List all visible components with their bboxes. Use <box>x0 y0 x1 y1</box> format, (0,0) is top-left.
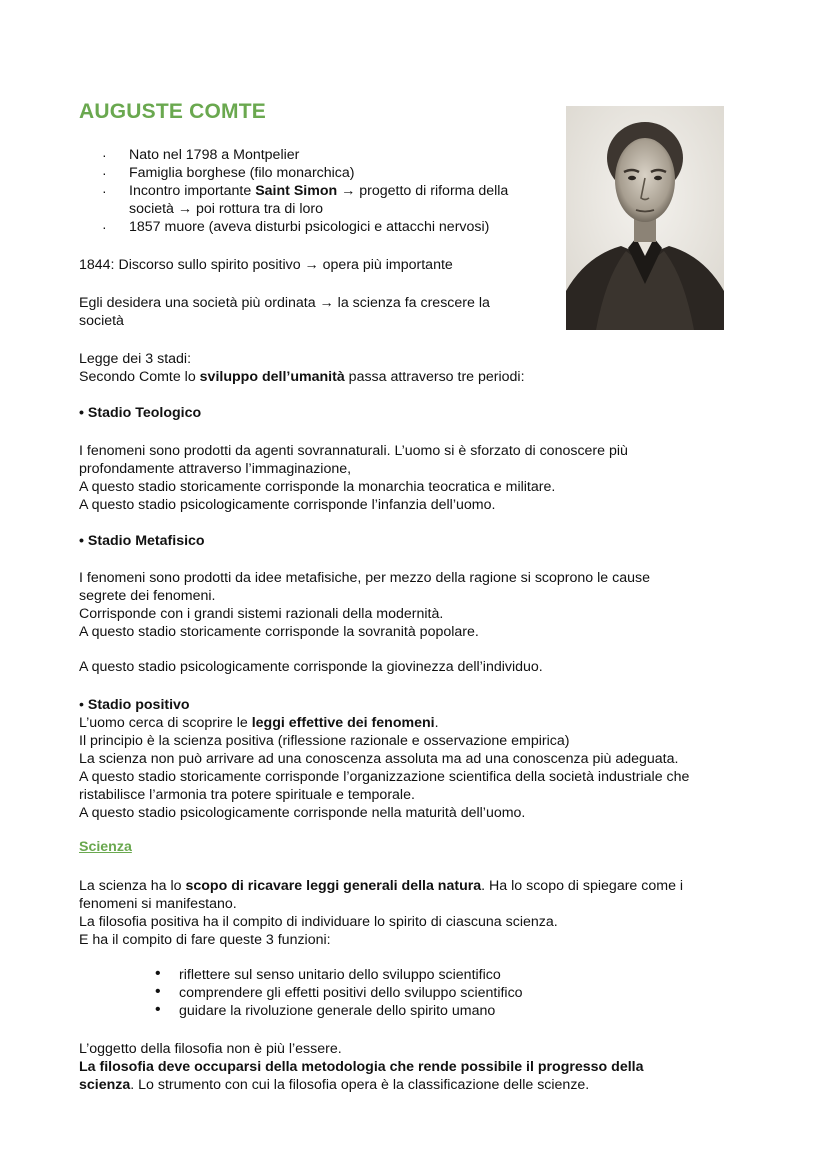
bio-item-1: Nato nel 1798 a Montpelier <box>129 147 300 163</box>
discorso-line: 1844: Discorso sullo spirito positivo → opera più importante <box>79 257 453 273</box>
bio-marker: · <box>102 183 107 199</box>
scienza-p2: La filosofia positiva ha il compito di individuare lo spirito di ciascuna scienza. <box>79 914 558 930</box>
metafisico-line: A questo stadio storicamente corrisponde la sovranità popolare. <box>79 624 479 640</box>
final-line <box>79 1076 589 1094</box>
scienza-p3: E ha il compito di fare queste 3 funzioni: <box>79 932 331 948</box>
teologico-heading: • Stadio Teologico <box>79 405 202 421</box>
bio-marker: · <box>102 219 107 235</box>
scienza-p1 <box>79 877 683 895</box>
saint-simon: Saint Simon <box>255 183 338 199</box>
teologico-line: A questo stadio storicamente corrisponde la monarchia teocratica e militare. <box>79 479 556 495</box>
function-bullet: • <box>155 1001 161 1018</box>
portrait-image <box>566 106 724 330</box>
bio-item-3-line2: società → poi rottura tra di loro <box>129 201 323 217</box>
bio-item-3-text: Incontro importante <box>129 183 256 199</box>
legge-intro-post: passa attraverso tre periodi: <box>344 369 525 385</box>
scienza-heading: Scienza <box>79 839 132 855</box>
positivo-line: A questo stadio storicamente corrisponde l’organizzazione scientifica della società industriale che <box>79 769 690 785</box>
positivo-line: La scienza non può arrivare ad una conoscenza assoluta ma ad una conoscenza più adeguata. <box>79 751 679 767</box>
oggetto-line: L’oggetto della filosofia non è più l’essere. <box>79 1041 342 1057</box>
bio-item-4: 1857 muore (aveva disturbi psicologici e attacchi nervosi) <box>129 219 490 235</box>
function-item: guidare la rivoluzione generale dello spirito umano <box>179 1003 496 1019</box>
bio-marker: · <box>102 147 107 163</box>
legge-intro-pre: Secondo Comte lo <box>79 369 200 385</box>
metafisico-extra: A questo stadio psicologicamente corrisponde la giovinezza dell’individuo. <box>79 659 543 675</box>
positivo-heading-text: Stadio positivo <box>87 697 190 713</box>
scienza-p1-post: . Ha lo scopo di spiegare come i <box>481 878 684 894</box>
teologico-line: I fenomeni sono prodotti da agenti sovrannaturali. L’uomo si è sforzato di conoscere più <box>79 443 628 459</box>
desidera-line-2: società <box>79 313 124 329</box>
scienza-p1-pre: La scienza ha lo <box>79 878 186 894</box>
desidera-line-1: Egli desidera una società più ordinata → la scienza fa crescere la <box>79 295 490 311</box>
bio-item-2: Famiglia borghese (filo monarchica) <box>129 165 355 181</box>
metafisico-heading: • Stadio Metafisico <box>79 533 205 549</box>
positivo-line1-pre: L’uomo cerca di scoprire le <box>79 715 252 731</box>
function-item: riflettere sul senso unitario dello sviluppo scientifico <box>179 967 501 983</box>
positivo-bullet: • <box>79 697 88 713</box>
function-bullet: • <box>155 965 161 982</box>
legge-heading: Legge dei 3 stadi: <box>79 351 192 367</box>
page-title: AUGUSTE COMTE <box>79 100 266 123</box>
positivo-line1-bold: leggi effettive dei fenomeni <box>251 715 435 731</box>
teologico-line: A questo stadio psicologicamente corrisponde l’infanzia dell’uomo. <box>79 497 496 513</box>
bio-item-3-tail: → progetto di riforma della <box>337 183 509 199</box>
final-post: . Lo strumento con cui la filosofia opera è la classificazione delle scienze. <box>130 1077 590 1093</box>
scienza-p1-line2: fenomeni si manifestano. <box>79 896 237 912</box>
bio-marker: · <box>102 165 107 181</box>
final-bold-line: La filosofia deve occuparsi della metodologia che rende possibile il progresso della <box>79 1059 644 1075</box>
teologico-line: profondamente attraverso l’immaginazione, <box>79 461 352 477</box>
legge-intro <box>79 368 525 386</box>
metafisico-line: Corrisponde con i grandi sistemi razionali della modernità. <box>79 606 444 622</box>
positivo-line1-post: . <box>434 715 439 731</box>
bio-item-3 <box>129 182 508 200</box>
metafisico-line: I fenomeni sono prodotti da idee metafisiche, per mezzo della ragione si scoprono le cause <box>79 570 650 586</box>
function-bullet: • <box>155 983 161 1000</box>
legge-intro-bold: sviluppo dell’umanità <box>199 369 345 385</box>
positivo-line: Il principio è la scienza positiva (riflessione razionale e osservazione empirica) <box>79 733 570 749</box>
positivo-heading <box>79 696 190 714</box>
positivo-line <box>79 714 439 732</box>
function-item: comprendere gli effetti positivi dello sviluppo scientifico <box>179 985 523 1001</box>
scienza-p1-bold: scopo di ricavare leggi generali della natura <box>185 878 482 894</box>
metafisico-line: segrete dei fenomeni. <box>79 588 216 604</box>
final-bold-word: scienza <box>79 1077 131 1093</box>
positivo-line: A questo stadio psicologicamente corrisponde nella maturità dell’uomo. <box>79 805 526 821</box>
positivo-line: ristabilisce l’armonia tra potere spirituale e temporale. <box>79 787 415 803</box>
